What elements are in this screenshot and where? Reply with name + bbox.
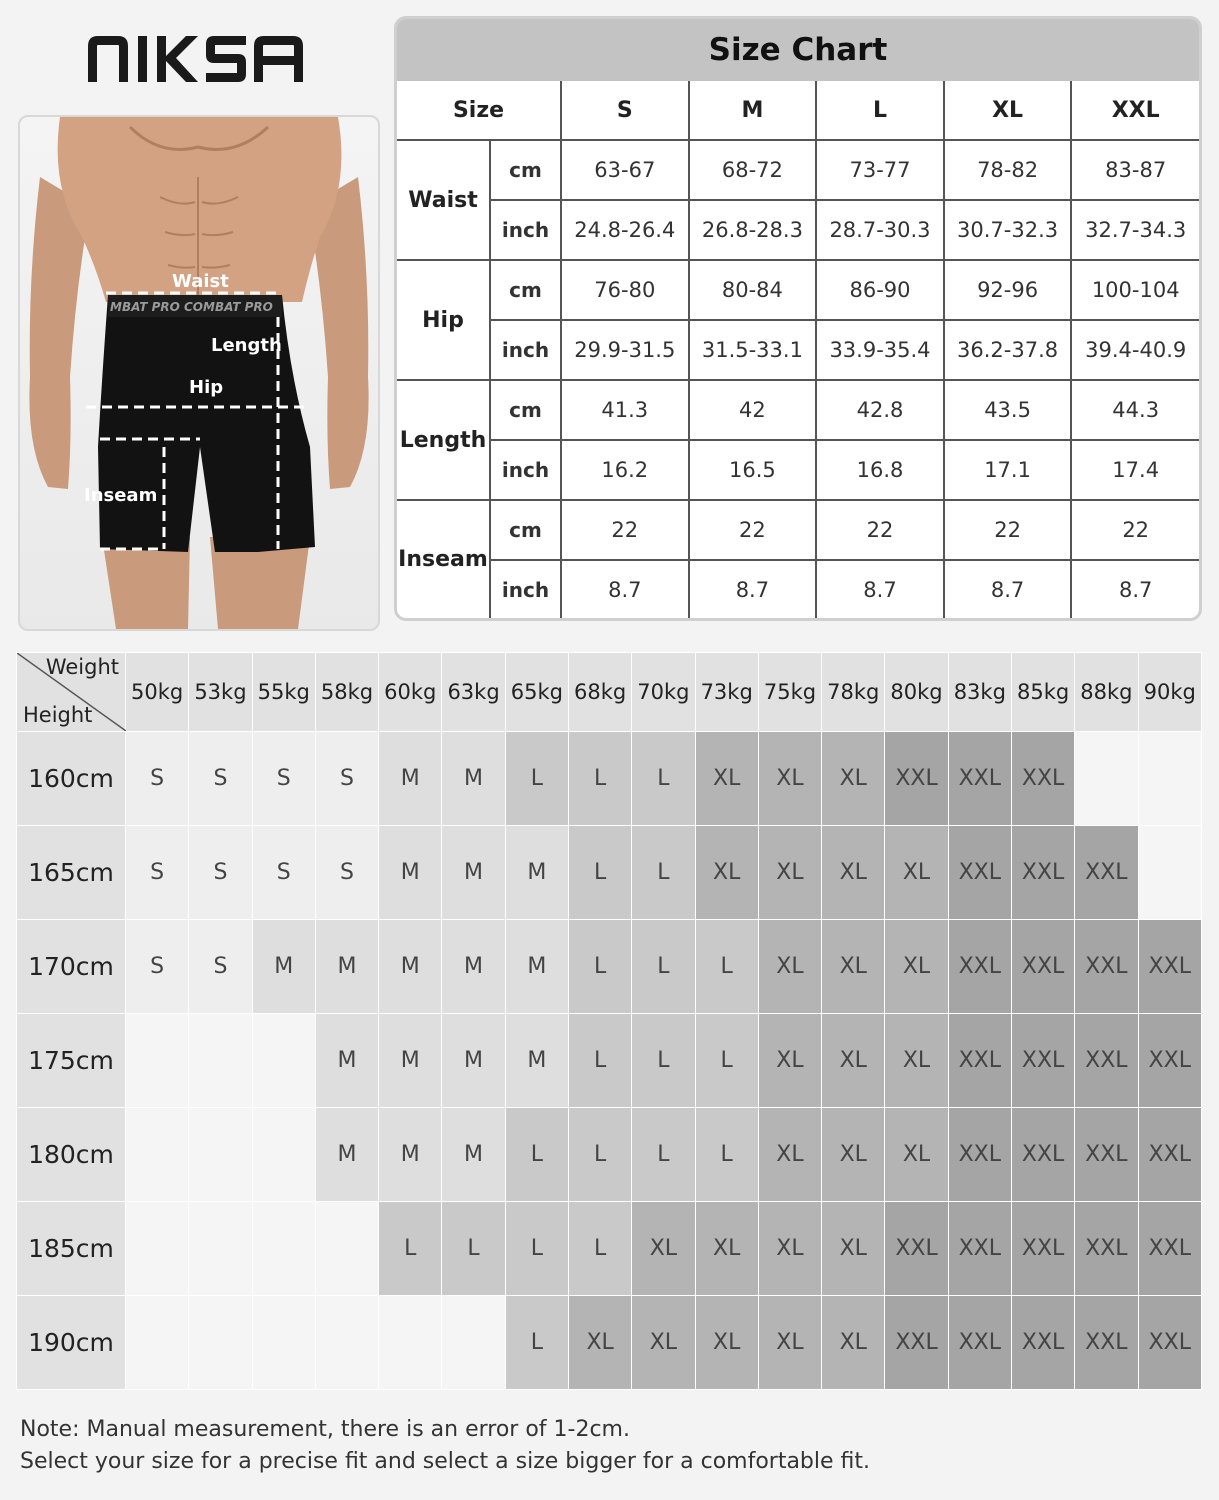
measurement-value: 17.1 [944,440,1072,500]
size-cell: L [632,920,695,1014]
weight-column-header: 90kg [1138,653,1202,732]
size-cell: L [568,826,631,920]
size-cell: XXL [1138,920,1202,1014]
size-cell: XXL [948,920,1011,1014]
unit-label: inch [490,440,561,500]
size-cell: M [379,1014,442,1108]
weight-height-table [16,652,1202,1390]
size-cell: XL [695,732,758,826]
size-cell: XXL [1011,1108,1074,1202]
size-cell: XL [632,1296,695,1390]
measurement-value: 24.8-26.4 [561,200,689,260]
size-cell: XL [822,920,885,1014]
size-cell: XXL [1138,1296,1202,1390]
size-cell: M [442,1108,505,1202]
size-cell: XL [758,732,821,826]
size-cell [315,1202,378,1296]
weight-column-header: 65kg [505,653,568,732]
measurement-value: 31.5-33.1 [689,320,817,380]
model-photo [18,115,380,631]
weight-column-header: 55kg [252,653,315,732]
size-cell [126,1202,189,1296]
size-cell: M [379,1108,442,1202]
size-cell: L [695,920,758,1014]
measurement-value: 16.8 [816,440,944,500]
measurement-value: 22 [1071,500,1199,560]
size-cell: XXL [1011,1014,1074,1108]
size-cell: S [189,826,252,920]
size-cell: L [505,1202,568,1296]
waistband-text: MBAT PRO COMBAT PRO [110,300,273,314]
size-cell: XXL [885,1202,948,1296]
height-row-header: 170cm [17,920,126,1014]
size-cell: L [568,1108,631,1202]
weight-column-header: 88kg [1075,653,1138,732]
measurement-name: Length [397,380,490,500]
weight-column-header: 85kg [1011,653,1074,732]
size-cell: XXL [948,1202,1011,1296]
size-cell: S [189,732,252,826]
measurement-value: 32.7-34.3 [1071,200,1199,260]
height-row-header: 165cm [17,826,126,920]
size-cell: XL [695,1202,758,1296]
measurement-value: 28.7-30.3 [816,200,944,260]
measurement-value: 22 [944,500,1072,560]
unit-label: inch [490,320,561,380]
size-cell: XXL [1011,1296,1074,1390]
size-cell [189,1014,252,1108]
measurement-value: 44.3 [1071,380,1199,440]
size-cell: XL [695,826,758,920]
weight-column-header: 60kg [379,653,442,732]
measurement-value: 80-84 [689,260,817,320]
unit-label: inch [490,200,561,260]
size-cell: XXL [948,732,1011,826]
size-cell: XXL [948,1108,1011,1202]
measurement-value: 16.5 [689,440,817,500]
measurement-value: 76-80 [561,260,689,320]
unit-label: cm [490,260,561,320]
size-cell: M [505,1014,568,1108]
weight-column-header: 80kg [885,653,948,732]
size-cell: L [632,1014,695,1108]
size-column-header: M [689,81,817,140]
size-cell: XL [758,1202,821,1296]
measurement-value: 8.7 [816,560,944,619]
size-cell: S [252,732,315,826]
size-cell: XL [695,1296,758,1390]
measurement-name: Hip [397,260,490,380]
size-cell: XXL [1075,1296,1138,1390]
size-cell: XL [822,732,885,826]
size-cell: XXL [1138,1108,1202,1202]
height-row-header: 185cm [17,1202,126,1296]
size-cell: L [568,1202,631,1296]
unit-label: cm [490,500,561,560]
size-cell: L [568,732,631,826]
size-column-header: XXL [1071,81,1199,140]
size-cell: XXL [1011,1202,1074,1296]
size-cell: S [126,826,189,920]
size-cell: XL [822,1202,885,1296]
size-cell: M [442,732,505,826]
measurement-value: 92-96 [944,260,1072,320]
size-cell: S [252,826,315,920]
measurement-name: Waist [397,140,490,260]
measurement-value: 36.2-37.8 [944,320,1072,380]
weight-column-header: 50kg [126,653,189,732]
size-cell: XXL [1075,1202,1138,1296]
size-cell: XXL [885,732,948,826]
measurement-value: 100-104 [1071,260,1199,320]
size-cell: L [568,1014,631,1108]
size-cell: XL [758,1108,821,1202]
size-chart [394,16,1202,621]
size-table [397,81,1199,620]
size-cell: L [379,1202,442,1296]
size-cell: M [315,1014,378,1108]
size-cell: XL [885,826,948,920]
size-column-header: S [561,81,689,140]
size-cell: XXL [1075,1108,1138,1202]
height-row-header: 180cm [17,1108,126,1202]
weight-column-header: 75kg [758,653,821,732]
size-cell: XXL [1011,732,1074,826]
size-cell: XXL [948,826,1011,920]
measurement-value: 8.7 [944,560,1072,619]
size-cell: M [442,920,505,1014]
size-cell: XXL [885,1296,948,1390]
size-cell: XXL [948,1296,1011,1390]
size-cell: XL [885,920,948,1014]
size-cell: M [379,826,442,920]
size-cell: L [632,1108,695,1202]
length-label: Length [211,335,282,356]
size-cell [189,1296,252,1390]
measurement-value: 33.9-35.4 [816,320,944,380]
size-cell: XXL [1138,1202,1202,1296]
size-cell: XXL [1138,1014,1202,1108]
measurement-value: 22 [689,500,817,560]
size-cell: XL [758,826,821,920]
measurement-value: 22 [561,500,689,560]
size-cell: XL [822,1014,885,1108]
weight-column-header: 53kg [189,653,252,732]
unit-label: cm [490,140,561,200]
size-cell: L [568,920,631,1014]
size-cell: XXL [948,1014,1011,1108]
size-cell: M [505,826,568,920]
measurement-value: 29.9-31.5 [561,320,689,380]
size-cell: L [442,1202,505,1296]
unit-label: cm [490,380,561,440]
size-cell: M [379,732,442,826]
measurement-value: 41.3 [561,380,689,440]
weight-column-header: 78kg [822,653,885,732]
measurement-value: 8.7 [561,560,689,619]
size-cell [1138,826,1202,920]
size-cell: L [505,1296,568,1390]
measurement-value: 42 [689,380,817,440]
height-row-header: 160cm [17,732,126,826]
size-cell [126,1296,189,1390]
measurement-value: 86-90 [816,260,944,320]
note-line-1: Note: Manual measurement, there is an error of 1-2cm. [20,1417,630,1442]
size-cell: XL [885,1108,948,1202]
size-cell [379,1296,442,1390]
size-cell: XXL [1075,1014,1138,1108]
size-cell: L [505,1108,568,1202]
measurement-value: 17.4 [1071,440,1199,500]
weight-column-header: 58kg [315,653,378,732]
size-cell: S [315,732,378,826]
measurement-value: 63-67 [561,140,689,200]
unit-label: inch [490,560,561,619]
size-cell [126,1014,189,1108]
weight-column-header: 68kg [568,653,631,732]
size-cell [252,1014,315,1108]
size-cell [442,1296,505,1390]
size-cell: L [632,826,695,920]
measurement-value: 78-82 [944,140,1072,200]
size-column-header: XL [944,81,1072,140]
size-cell: S [126,732,189,826]
weight-column-header: 83kg [948,653,1011,732]
measurement-value: 26.8-28.3 [689,200,817,260]
size-cell [252,1202,315,1296]
size-cell: XXL [1011,920,1074,1014]
size-cell: L [505,732,568,826]
size-cell: S [126,920,189,1014]
size-cell: L [632,732,695,826]
inseam-label: Inseam [84,485,158,506]
waist-label: Waist [172,271,229,292]
weight-column-header: 63kg [442,653,505,732]
size-cell [1075,732,1138,826]
size-cell: XL [758,1014,821,1108]
brand-logo [88,36,303,82]
size-cell: S [189,920,252,1014]
size-cell: XXL [1011,826,1074,920]
hip-label: Hip [189,377,224,398]
size-cell: M [442,826,505,920]
size-cell: XL [822,1108,885,1202]
measurement-value: 30.7-32.3 [944,200,1072,260]
note [20,1414,870,1478]
measurement-name: Inseam [397,500,490,619]
measurement-value: 39.4-40.9 [1071,320,1199,380]
size-cell [1138,732,1202,826]
weight-column-header: 70kg [632,653,695,732]
size-cell: M [379,920,442,1014]
measurement-value: 42.8 [816,380,944,440]
size-cell: XL [632,1202,695,1296]
size-cell: M [442,1014,505,1108]
weight-column-header: 73kg [695,653,758,732]
size-cell [252,1108,315,1202]
size-cell: XXL [1075,826,1138,920]
size-cell: M [315,1108,378,1202]
size-header-label: Size [397,81,561,140]
height-axis-label: Height [23,703,93,727]
height-row-header: 190cm [17,1296,126,1390]
size-cell: XL [885,1014,948,1108]
size-cell: L [695,1014,758,1108]
measurement-value: 73-77 [816,140,944,200]
size-cell [126,1108,189,1202]
measurement-value: 8.7 [689,560,817,619]
size-cell [189,1108,252,1202]
size-cell: M [315,920,378,1014]
weight-axis-label: Weight [45,655,119,679]
size-cell: XL [758,1296,821,1390]
note-line-2: Select your size for a precise fit and select a size bigger for a comfortable fit. [20,1449,871,1474]
measurement-value: 68-72 [689,140,817,200]
size-cell: XL [568,1296,631,1390]
measurement-value: 83-87 [1071,140,1199,200]
size-cell: L [695,1108,758,1202]
size-cell: XL [822,1296,885,1390]
table-corner [17,653,126,732]
size-cell: XL [758,920,821,1014]
measurement-value: 16.2 [561,440,689,500]
size-cell [315,1296,378,1390]
measurement-value: 22 [816,500,944,560]
size-cell [189,1202,252,1296]
size-chart-title: Size Chart [397,19,1199,81]
size-cell [252,1296,315,1390]
measurement-value: 43.5 [944,380,1072,440]
height-row-header: 175cm [17,1014,126,1108]
size-cell: S [315,826,378,920]
size-cell: M [252,920,315,1014]
size-cell: XL [822,826,885,920]
size-cell: XXL [1075,920,1138,1014]
size-column-header: L [816,81,944,140]
measurement-value: 8.7 [1071,560,1199,619]
size-cell: M [505,920,568,1014]
